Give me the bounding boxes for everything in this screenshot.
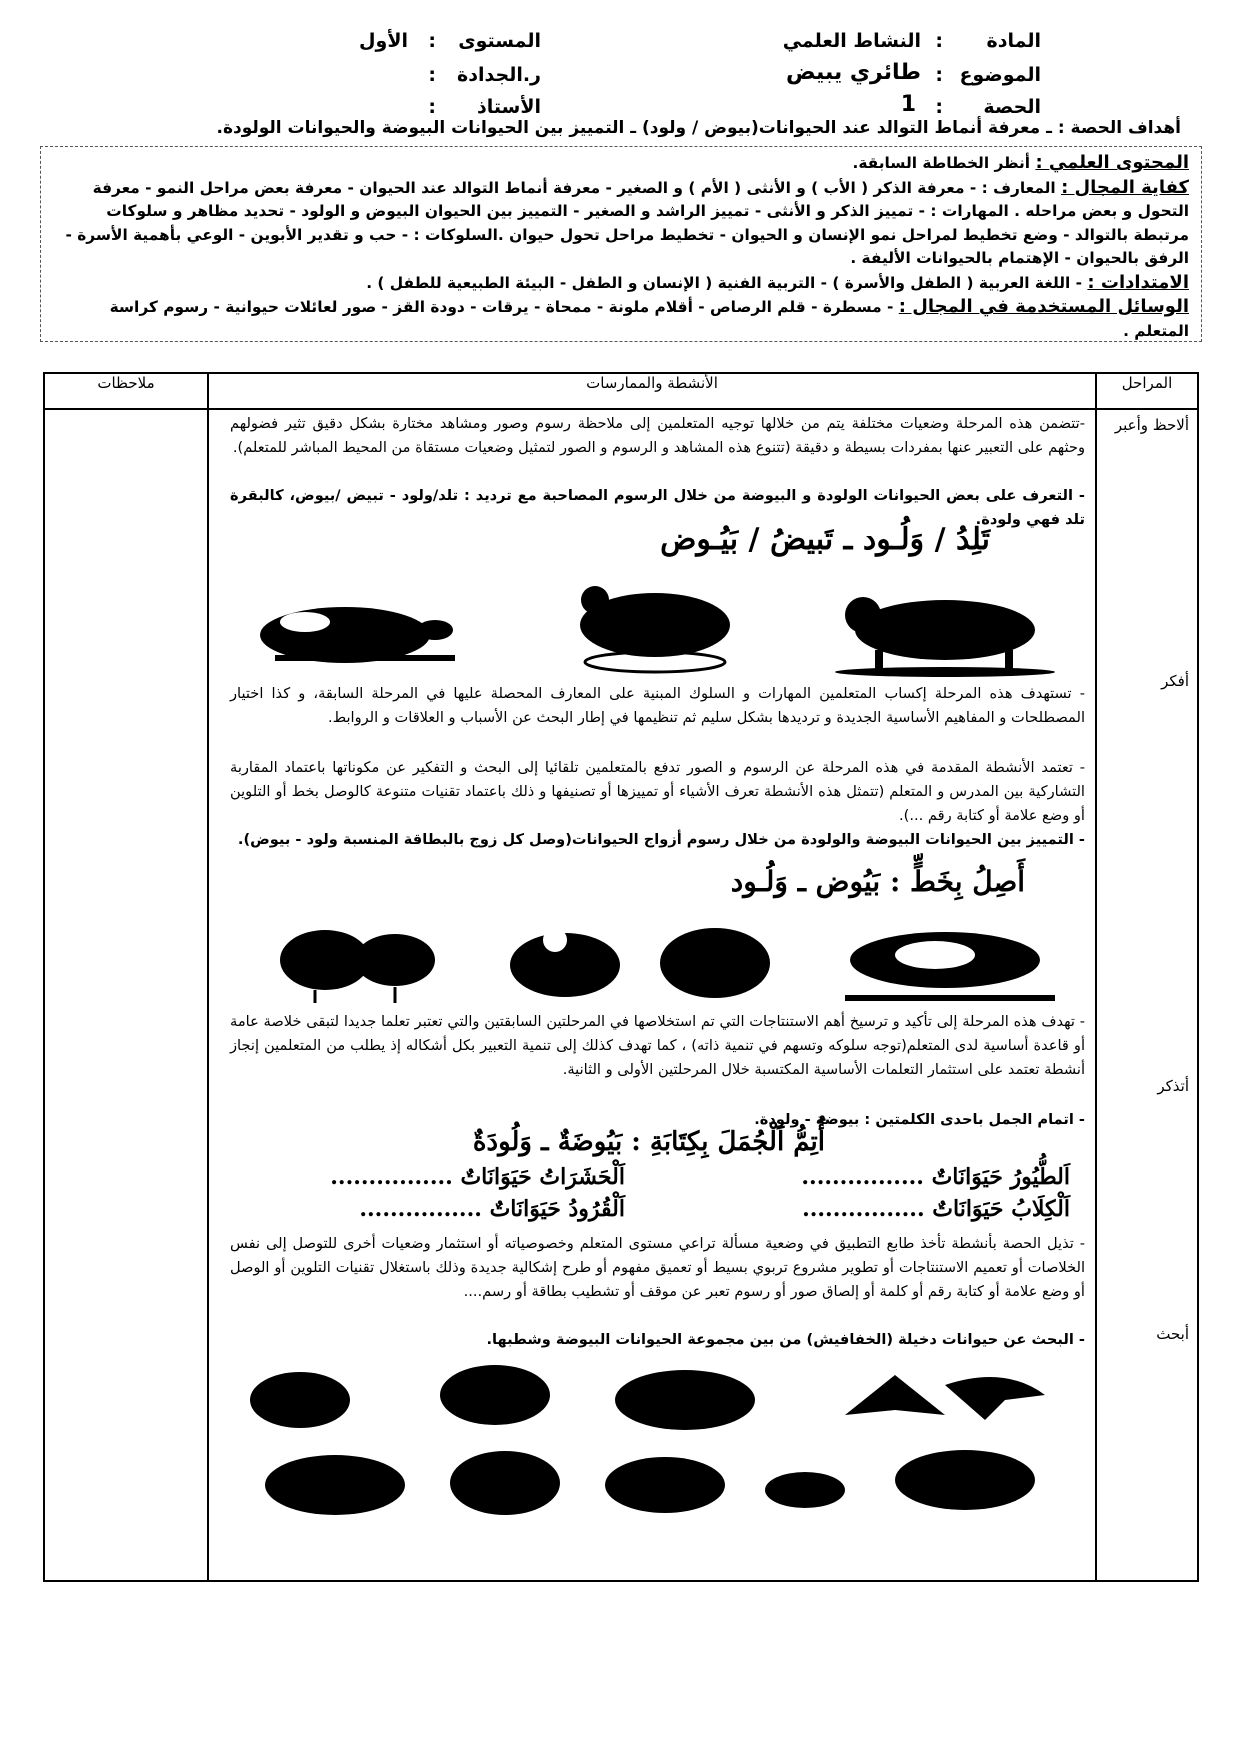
observe-intro: -تتضمن هذه المرحلة وضعيات مختلفة يتم من خلالها توجيه المتعلمين إلى ملاحظة رسوم وصور ومشاهد مختارة بشكل دقيق تثير فضولهم وحثهم على التعبير عنها بمفردات بسيطة و دقيقة (تتنوع هذه المشاهد و الرسوم و الصور لتمثيل وضعيات مستقاة من المحيط المباشر للمتعلم).: [230, 415, 1085, 456]
stage-remember: أتذكر: [1157, 1077, 1189, 1095]
separator: :: [935, 96, 943, 118]
squirrel-icon: [510, 928, 620, 997]
birds-pair-icon: [895, 1450, 1035, 1510]
stage-observe: ألاحظ وأعبر: [1114, 416, 1189, 434]
topic-label: الموضوع: [959, 64, 1041, 86]
content-box: [40, 146, 1202, 342]
fill-sentence-birds: اَلطُّيُورُ حَيَوَانَاتٌ ................: [801, 1164, 1070, 1190]
goals-text: ـ معرفة أنماط التوالد عند الحيوانات(بيوض / ولود) ـ التمييز بين الحيوانات البيوضة والحيوانات الولودة.: [216, 118, 1052, 138]
extensions-text: - اللغة العربية ( الطفل والأسرة ) - التربية الفنية ( الإنسان و الطفل - البيئة الطبيعية للطفل ) .: [366, 273, 1083, 292]
level-value: الأول: [359, 30, 408, 52]
topic-value: طائري يبيض: [786, 60, 921, 85]
col-notes-header: ملاحظات: [44, 373, 208, 409]
lesson-table: [43, 372, 1199, 1582]
remember-intro: - تهدف هذه المرحلة إلى تأكيد و ترسيخ أهم الاستنتاجات التي تم استخلاصها في المرحلتين السابقتين والتي تعتبر تعلما جديدا لتبقى خلاصة عامة أو قاعدة أساسية لدى المتعلم(توجه سلوكه وتسهم في تنمية ذاته) ، كما تهدف كذلك إلى تنمية التعبير بكل أشكاله إذ يطلب من المتعلمين إنجاز أنشطة تعتمد على استثمار التعلمات الأساسية المكتسبة خلال المرحلتين الأولى و الثانية.: [230, 1013, 1085, 1078]
fill-sentence-insects: اَلْحَشَرَاتُ حَيَوَانَاتٌ ................: [330, 1164, 625, 1190]
separator: :: [428, 64, 436, 86]
stage-search: أبحث: [1156, 1325, 1189, 1343]
remember-wordart: أُتِمُّ اَلْجُمَلَ بِكِتَابَةِ : بَيُوضَةٌ ـ وَلُودَةٌ: [472, 1127, 825, 1157]
think-intro: - تستهدف هذه المرحلة إكساب المتعلمين المهارات و السلوك المبنية على المعارف المحصلة عليها في المرحلة السابقة، و كذا اختيار المصطلحات و المفاهيم الأساسية الجديدة و ترديدها بشكل سليم ثم تنظيمها في إطار البحث عن الأسباب و العلاقات و الروابط.: [230, 685, 1085, 726]
level-label: المستوى: [458, 30, 541, 52]
goals-label: أهداف الحصة :: [1057, 118, 1181, 138]
science-label: المحتوى العلمي :: [1035, 152, 1189, 173]
animals-illustration-row2: [245, 915, 1065, 1005]
teacher-label: الأستاذ: [477, 96, 541, 118]
turtle-icon: [260, 607, 455, 663]
animals-illustration-row1: [245, 580, 1065, 680]
animals-illustration-row3: [245, 1355, 1055, 1525]
lesson-goals: [61, 118, 1181, 138]
subject-label: المادة: [986, 30, 1041, 52]
session-value: 1: [900, 92, 916, 117]
birds-icon: [280, 930, 435, 1003]
col-stages-header: المراحل: [1096, 373, 1198, 409]
competence-label: كفاية المجال :: [1061, 176, 1189, 198]
think-wordart: أَصِلُ بِخَطٍّ : بَيُوض ـ وَلُـود: [730, 865, 1025, 898]
subject-value: النشاط العلمي: [782, 30, 921, 52]
think-task: - التمييز بين الحيوانات البيوضة والولودة من خلال رسوم أزواج الحيوانات(وصل كل زوج بالبطاقة المنسبة ولود - بيوض).: [237, 831, 1085, 848]
butterfly-icon: [845, 1375, 945, 1415]
tortoise-icon: [265, 1455, 405, 1515]
science-text: أنظر الخطاطة السابقة.: [852, 154, 1031, 172]
stages-column: [1096, 409, 1198, 1581]
dog-icon: [845, 932, 1055, 1001]
search-task: - البحث عن حيوانات دخيلة (الخفافيش) من بين مجموعة الحيوانات البيوضة وشطبها.: [486, 1331, 1085, 1348]
session-label: الحصة: [983, 96, 1041, 118]
bird-icon: [440, 1365, 550, 1425]
separator: :: [935, 64, 943, 86]
bat-icon: [945, 1377, 1045, 1420]
extensions-label: الامتدادات :: [1087, 271, 1189, 293]
separator: :: [428, 96, 436, 118]
hen-icon: [450, 1451, 560, 1515]
observe-wordart: تَلِدُ / وَلُـود ـ تَبيضُ / بَيُـوض: [660, 522, 990, 557]
competence-text: المعارف : - معرفة الذكر ( الأب ) و الأنثى ( الأم ) و الصغير - معرفة أنماط التوالد عند الحيوان - معرفة بعض مراحل النمو - معرفة التحول و بعض مراحله . المهارات : - تمييز الذكر و الأنثى - تمييز الراشد و الصغير - التمييز بين الحيوان البيوض و الولود - تحديد مظاهر و سلوكات مرتبطة بالتوالد - وضع تخطيط لمراحل نمو الإنسان و الحيوان - تخطيط مراحل تحول حيوان .السلوكات : - حب و تقدير الأبوين - الوعي بأهمية الأسرة - الرفق بالحيوان - الإهتمام بالحيوانات الأليفة .: [65, 178, 1189, 267]
think-method: - تعتمد الأنشطة المقدمة في هذه المرحلة عن الرسوم و الصور تدفع بالمتعلمين تلقائيا إلى البحث و التفكير عن مكوناتها باعتماد المقاربة التشاركية بين المدرس و المتعلم (تتمثل هذه الأنشطة تعرف الأشياء أو تمييزها أو تصنيفها و ذلك باعتماد تقنيات متنوعة كالوصل بخط أو التلوين أو وضع علامة أو كتابة رقم ...).: [230, 759, 1085, 824]
stage-think: أفكر: [1161, 672, 1189, 690]
remember-task: - اتمام الجمل باحدى الكلمتين : بيوضة - ولودة.: [754, 1111, 1085, 1128]
duck-icon: [605, 1457, 725, 1513]
observe-task: - التعرف على بعض الحيوانات الولودة و البيوضة من خلال الرسوم المصاحبة مع ترديد : تلد/ولود - تبيض /بيوض، كالبقرة تلد فهي ولودة.: [230, 487, 1085, 528]
search-intro: - تذيل الحصة بأنشطة تأخذ طابع التطبيق في وضعية مسألة تراعي مستوى المتعلم وخصوصياته أو استثمار وضعيات أخرى للتوصل إلى نفس الخلاصات أو تعميم الاستنتاجات أو تطوير مشروع تربوي بسيط أو تعميق مفهوم أو طرح إشكالية جديدة وذلك باستغلال تقنيات التلوين أو الوصل أو وضع علامة أو كتابة رقم أو كلمة أو إلصاق صور أو رسوم تعبر عن موقف أو تشطيب بطاقة أو رسم....: [230, 1235, 1085, 1300]
activities-column: [208, 409, 1096, 1581]
tools-text: - مسطرة - قلم الرصاص - أقلام ملونة - ممحاة - يرقات - دودة القز - صور لعائلات حيوانية - رسوم كراسة المتعلم .: [109, 298, 1189, 340]
fish-icon: [765, 1472, 845, 1508]
separator: :: [935, 30, 943, 52]
cow-icon: [835, 597, 1055, 677]
col-activities-header: الأنشطة والممارسات: [208, 373, 1096, 409]
separator: :: [428, 30, 436, 52]
notes-column: [44, 409, 208, 1581]
hen-icon: [580, 586, 730, 672]
frog-icon: [250, 1372, 350, 1428]
tools-label: الوسائل المستخدمة في المجال :: [898, 296, 1189, 317]
chicks-icon: [615, 1370, 755, 1430]
school-label: ر.الجدادة: [457, 64, 541, 86]
cat-icon: [660, 928, 770, 998]
fill-sentence-monkeys: اَلْقُرُودُ حَيَوَانَاتٌ ................: [359, 1196, 625, 1222]
fill-sentence-dogs: اَلْكِلَابُ حَيَوَانَاتٌ ................: [802, 1196, 1070, 1222]
